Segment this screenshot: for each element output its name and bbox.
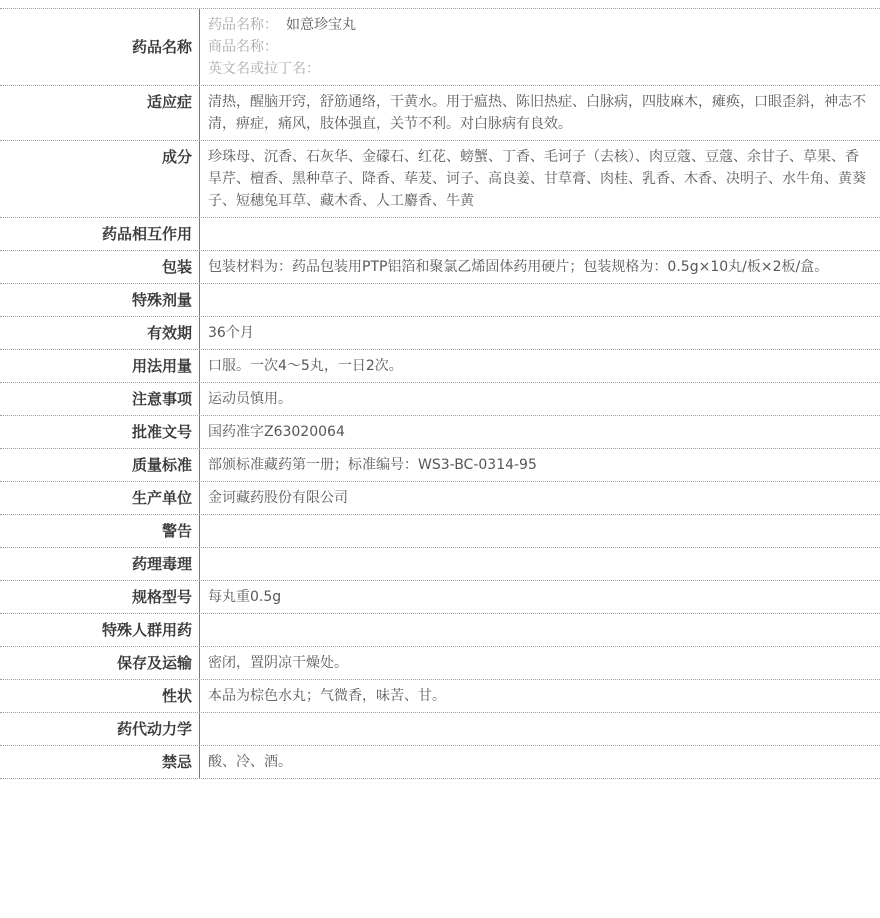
row-label: 性状 — [161, 687, 192, 705]
row-content-cell — [200, 713, 880, 745]
name-field-line — [208, 14, 866, 36]
table-row — [0, 350, 880, 383]
table-row — [0, 680, 880, 713]
row-label-cell — [0, 9, 200, 85]
table-row — [0, 284, 880, 317]
row-content-cell: 每丸重0.5g — [208, 589, 282, 605]
table-row — [0, 86, 880, 141]
row-label-cell — [0, 713, 200, 745]
row-content-cell: 口服。一次4～5丸，一日2次。 — [208, 358, 403, 374]
row-label: 成分 — [161, 148, 192, 166]
table-row — [0, 141, 880, 218]
row-content-cell — [200, 218, 880, 250]
field-key: 英文名或拉丁名： — [208, 61, 320, 77]
row-label: 用法用量 — [131, 357, 192, 375]
table-row — [0, 614, 880, 647]
row-label: 药代动力学 — [116, 720, 192, 738]
row-content-cell — [200, 284, 880, 316]
row-label: 警告 — [161, 522, 192, 540]
row-label-cell — [0, 515, 200, 547]
row-content-cell: 本品为棕色水丸；气微香，味苦、甘。 — [208, 688, 446, 704]
row-label: 特殊人群用药 — [101, 621, 192, 639]
row-label-cell — [0, 86, 200, 140]
row-label: 禁忌 — [161, 753, 192, 771]
table-row — [0, 548, 880, 581]
row-label: 有效期 — [146, 324, 192, 342]
field-value: 如意珍宝丸 — [286, 17, 356, 33]
row-label: 药品相互作用 — [101, 225, 192, 243]
row-label-cell — [0, 416, 200, 448]
row-label: 药品名称 — [131, 38, 192, 56]
row-label: 保存及运输 — [116, 654, 192, 672]
row-content-cell: 密闭，置阴凉干燥处。 — [208, 655, 348, 671]
row-content-cell — [200, 548, 880, 580]
row-content-cell: 国药准字Z63020064 — [208, 424, 345, 440]
row-label-cell — [0, 647, 200, 679]
row-content-cell — [200, 515, 880, 547]
row-label: 生产单位 — [131, 489, 192, 507]
row-content-cell: 珍珠母、沉香、石灰华、金礞石、红花、螃蟹、丁香、毛诃子（去核）、肉豆蔻、豆蔻、余甘子、草果、香旱芹、檀香、黑种草子、降香、荜茇、诃子、高良姜、甘草膏、肉桂、乳香、木香、决明子、水牛角、黄葵子、短穗兔耳草、藏木香、人工麝香、牛黄 — [208, 149, 866, 209]
table-row — [0, 449, 880, 482]
table-row — [0, 647, 880, 680]
row-content-cell: 36个月 — [208, 325, 254, 341]
table-row — [0, 515, 880, 548]
row-content-cell: 金诃藏药股份有限公司 — [208, 490, 348, 506]
row-label-cell — [0, 284, 200, 316]
row-label: 特殊剂量 — [131, 291, 192, 309]
drug-info-table — [0, 8, 880, 779]
name-field-line — [208, 58, 866, 80]
field-key: 药品名称： — [208, 17, 278, 33]
row-label: 批准文号 — [131, 423, 192, 441]
row-content-cell: 运动员慎用。 — [208, 391, 292, 407]
row-label-cell — [0, 350, 200, 382]
table-row — [0, 416, 880, 449]
row-label-cell — [0, 218, 200, 250]
row-label-cell — [0, 746, 200, 778]
row-label-cell — [0, 449, 200, 481]
table-row — [0, 9, 880, 86]
row-label-cell — [0, 141, 200, 217]
name-field-line — [208, 36, 866, 58]
row-content-cell — [200, 614, 880, 646]
table-row — [0, 218, 880, 251]
row-label-cell — [0, 317, 200, 349]
row-content-cell: 部颁标准藏药第一册；标准编号：WS3-BC-0314-95 — [208, 457, 537, 473]
table-row — [0, 317, 880, 350]
table-row — [0, 482, 880, 515]
row-label-cell — [0, 581, 200, 613]
row-label-cell — [0, 680, 200, 712]
row-label-cell — [0, 383, 200, 415]
row-content-cell: 包装材料为：药品包装用PTP铝箔和聚氯乙烯固体药用硬片；包装规格为：0.5g×10丸/板×2板/盒。 — [208, 259, 829, 275]
row-label: 规格型号 — [131, 588, 192, 606]
row-label: 质量标准 — [131, 456, 192, 474]
table-row — [0, 251, 880, 284]
table-row — [0, 581, 880, 614]
table-row — [0, 383, 880, 416]
row-content-cell: 清热，醒脑开窍，舒筋通络，干黄水。用于瘟热、陈旧热症、白脉病，四肢麻木，瘫痪，口眼歪斜，神志不清，痹症，痛风，肢体强直，关节不利。对白脉病有良效。 — [208, 94, 866, 132]
field-key: 商品名称： — [208, 39, 278, 55]
row-label-cell — [0, 548, 200, 580]
row-content-cell: 酸、冷、酒。 — [208, 754, 292, 770]
row-label: 药理毒理 — [131, 555, 192, 573]
table-row — [0, 746, 880, 779]
row-label-cell — [0, 251, 200, 283]
row-label-cell — [0, 614, 200, 646]
row-label: 包装 — [161, 258, 192, 276]
table-row — [0, 713, 880, 746]
row-label: 注意事项 — [131, 390, 192, 408]
row-label-cell — [0, 482, 200, 514]
row-label: 适应症 — [146, 93, 192, 111]
row-content-cell — [200, 9, 880, 85]
